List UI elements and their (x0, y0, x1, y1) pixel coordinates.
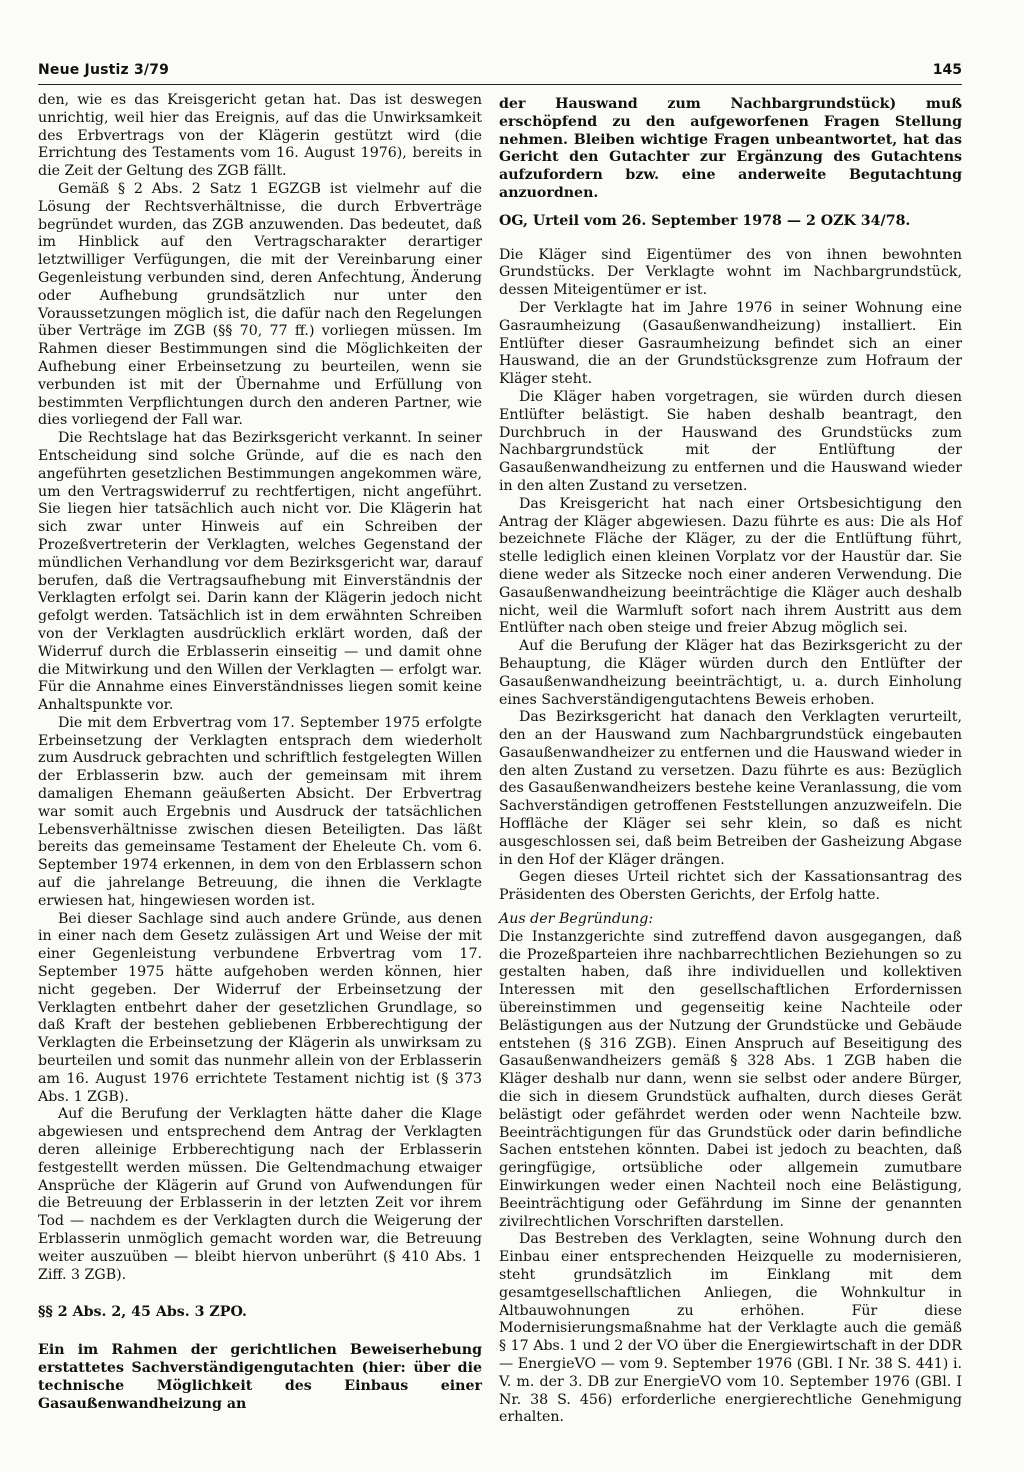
page-number: 145 (932, 62, 962, 78)
paragraph: Die Kläger sind Eigentümer des von ihnen bewohnten Grundstücks. Der Verklagte wohnt im Nachbargrundstück, dessen Miteigentümer er ist. (499, 246, 962, 299)
paragraph: Das Bezirksgericht hat danach den Verklagten verurteilt, den an der Hauswand zum Nachbargrundstück eingebauten Gasaußenwandheizer zu entfernen und die Hauswand wieder in den alten Zustand zu versetzen. Dazu führte es aus: Bezüglich des Gasaußenwandheizers bestehe keine Veranlassung, die vom Sachverständigen getroffenen Feststellungen anzuzweifeln. Die Hoffläche der Kläger sei sehr klein, so daß es nicht ausgeschlossen sei, daß beim Betreiben der Gasheizung Abgase in den Hof der Kläger drängen. (499, 709, 962, 868)
right-column (499, 96, 962, 1427)
header-rule (38, 84, 962, 85)
paragraph: Bei dieser Sachlage sind auch andere Gründe, aus denen in einer nach dem Gesetz zulässigen Art und Weise der mit einer Gegenleistung verbundene Erbvertrag vom 17. September 1975 hätte aufgehoben werden können, hier nicht gegeben. Der Widerruf der Erbeinsetzung der Verklagten entbehrt daher der gesetzlichen Grundlage, so daß Kraft der bestehen gebliebenen Erbberechtigung der Verklagten die Erbeinsetzung der Klägerin als unwirksam zu beurteilen und somit das nunmehr allein von der Erblasserin am 16. August 1976 errichtete Testament nichtig ist (§ 373 Abs. 1 ZGB). (38, 910, 482, 1105)
paragraph: Auf die Berufung der Kläger hat das Bezirksgericht zu der Behauptung, die Kläger würden durch den Entlüfter der Gasaußenwandheizung beeinträchtigt, u. a. durch Einholung eines Sachverständigengutachtens Beweis erhoben. (499, 638, 962, 708)
section-reference: §§ 2 Abs. 2, 45 Abs. 3 ZPO. (38, 1304, 247, 1321)
paragraph: den, wie es das Kreisgericht getan hat. Das ist deswegen unrichtig, weil hier das Ereignis, auf das die Unwirksamkeit des Erbvertrags von der Klägerin gestützt wird (die Errichtung des Testaments vom 16. August 1976), bereits in die Zeit der Geltung des ZGB fällt. (38, 92, 482, 180)
reasons-heading: Aus der Begründung: (499, 911, 654, 928)
journal-title: Neue Justiz 3/79 (38, 62, 170, 78)
paragraph: Das Bestreben des Verklagten, seine Wohnung durch den Einbau einer entsprechenden Heizquelle zu modernisieren, steht grundsätzlich im Einklang mit dem gesamtgesellschaftlichen Anliegen, die Wohnkultur in Altbauwohnungen zu erhöhen. Für diese Modernisierungsmaßnahme hat der Verklagte auch die gemäß § 17 Abs. 1 und 2 der VO über die Energiewirtschaft in der DDR — EnergieVO — vom 9. September 1976 (GBl. I Nr. 38 S. 441) i. V. m. der 3. DB zur EnergieVO vom 10. September 1976 (GBl. I Nr. 38 S. 456) erforderliche energierechtliche Genehmigung erhalten. (499, 1231, 962, 1426)
paragraph: Der Verklagte hat im Jahre 1976 in seiner Wohnung eine Gasraumheizung (Gasaußenwandheizung) installiert. Ein Entlüfter dieser Gasraumheizung befindet sich an einer Hauswand, die an der Grundstücksgrenze zum Hofraum der Kläger steht. (499, 299, 962, 388)
paragraph: Das Kreisgericht hat nach einer Ortsbesichtigung den Antrag der Kläger abgewiesen. Dazu führte es aus: Die als Hof bezeichnete Fläche der Kläger, zu der die Entlüftung führt, stelle lediglich einen kleinen Vorplatz vor der Haustür dar. Sie diene weder als Sitzecke noch einer anderen Verwendung. Die Gasaußenwandheizung beeinträchtige die Kläger auch deshalb nicht, weil die Warmluft sofort nach ihrem Austritt aus dem Entlüfter nach oben steige und freier Abzug möglich sei. (499, 495, 962, 637)
court-citation: OG, Urteil vom 26. September 1978 — 2 OZK 34/78. (499, 212, 911, 229)
headnote-continued: der Hauswand zum Nachbargrundstück) muß erschöpfend zu den aufgeworfenen Fragen Stellung nehmen. Bleiben wichtige Fragen unbeantwortet, hat das Gericht den Gutachter zur Ergänzung des Gutachtens aufzufordern bzw. eine anderweite Begutachtung anzuordnen. (499, 96, 962, 201)
paragraph: Die Rechtslage hat das Bezirksgericht verkannt. In seiner Entscheidung sind solche Gründe, auf die es nach den angeführten gesetzlichen Bestimmungen angekommen wäre, um den Vertragswiderruf zu rechtfertigen, nicht angeführt. Sie liegen hier tatsächlich auch nicht vor. Die Klägerin hat sich zwar unter Hinweis auf ein Schreiben der Prozeßvertreterin der Verklagten, welches Gegenstand der mündlichen Verhandlung vor dem Bezirksgericht war, darauf berufen, daß die Vertragsaufhebung mit Einverständnis der Verklagten erfolgt sei. Darin kann der Klägerin jedoch nicht gefolgt werden. Tatsächlich ist in dem erwähnten Schreiben von der Verklagten ausdrücklich erklärt worden, daß der Widerruf durch die Erblasserin einseitig — und damit ohne die Mitwirkung und den Willen der Verklagten — erfolgt war. Für die Annahme eines Einverständnisses liegen somit keine Anhaltspunkte vor. (38, 430, 482, 714)
paragraph: Die Kläger haben vorgetragen, sie würden durch diesen Entlüfter belästigt. Sie haben deshalb beantragt, den Durchbruch in der Hauswand des Grundstücks zum Nachbargrundstück mit der Entlüftung der Gasaußenwandheizung zu entfernen und die Hauswand wieder in den alten Zustand zu versetzen. (499, 388, 962, 494)
paragraph: Gemäß § 2 Abs. 2 Satz 1 EGZGB ist vielmehr auf die Lösung der Rechtsverhältnisse, die durch Erbverträge begründet wurden, das ZGB anzuwenden. Das bedeutet, daß im Hinblick auf den Vertragscharakter derartiger letztwilliger Verfügungen, die mit der Vereinbarung einer Gegenleistung verbunden sind, deren Anfechtung, Änderung oder Aufhebung grundsätzlich nur unter den Voraussetzungen möglich ist, die dafür nach den Regelungen über Verträge im ZGB (§§ 70, 77 ff.) vorliegen müssen. Im Rahmen dieser Bestimmungen sind die Möglichkeiten der Aufhebung einer Erbeinsetzung zu beurteilen, wenn sie verbunden ist mit der Übernahme und Erfüllung von bestimmten Verpflichtungen durch den anderen Partner, wie dies vorliegend der Fall war. (38, 180, 482, 429)
paragraph: Auf die Berufung der Verklagten hätte daher die Klage abgewiesen und entsprechend dem Antrag der Verklagten deren alleinige Erbberechtigung nach der Erblasserin festgestellt werden müssen. Die Geltendmachung etwaiger Ansprüche der Klägerin auf Grund von Aufwendungen für die Betreuung der Erblasserin in der letzten Zeit vor ihrem Tod — nachdem es der Verklagten durch die Weigerung der Erblasserin unmöglich gemacht worden war, die Betreuung weiter auszuüben — bleibt hiervon unberührt (§ 410 Abs. 1 Ziff. 3 ZGB). (38, 1106, 482, 1283)
headnote: Ein im Rahmen der gerichtlichen Beweiserhebung erstattetes Sachverständigengutachten (hier: über die technische Möglichkeit des Einbaus einer Gasaußenwandheizung an (38, 1342, 482, 1412)
page-header (38, 62, 962, 84)
paragraph: Die Instanzgerichte sind zutreffend davon ausgegangen, daß die Prozeßparteien ihre nachbarrechtlichen Beziehungen so zu gestalten haben, daß ihre individuellen und kollektiven Interessen mit den gesellschaftlichen Erfordernissen übereinstimmen und gegenseitig keine Nachteile oder Belästigungen aus der Nutzung der Grundstücke und Gebäude entstehen (§ 316 ZGB). Einen Anspruch auf Beseitigung des Gasaußenwandheizers gemäß § 328 Abs. 1 ZGB haben die Kläger deshalb nur dann, wenn sie selbst oder andere Bürger, die sich in diesem Grundstück aufhalten, durch dieses Gerät belästigt oder gefährdet werden oder wenn Nachteile bzw. Beeinträchtigungen für das Grundstück oder darin befindliche Sachen entstehen könnten. Dabei ist jedoch zu beachten, daß geringfügige, ortsübliche oder allgemein zumutbare Einwirkungen weder einen Nachteil noch eine Belästigung, Beeinträchtigung oder Gefährdung im Sinne der genannten zivilrechtlichen Vorschriften darstellen. (499, 928, 962, 1230)
paragraph: Gegen dieses Urteil richtet sich der Kassationsantrag des Präsidenten des Obersten Gerichts, der Erfolg hatte. (499, 869, 962, 904)
paragraph: Die mit dem Erbvertrag vom 17. September 1975 erfolgte Erbeinsetzung der Verklagten entsprach dem wiederholt zum Ausdruck gebrachten und schriftlich festgelegten Willen der Erblasserin bzw. auch der gemeinsam mit ihrem damaligen Ehemann geäußerten Absicht. Der Erbvertrag war somit auch Ergebnis und Ausdruck der tatsächlichen Lebensverhältnisse zwischen diesen Beteiligten. Das läßt bereits das gemeinsame Testament der Eheleute Ch. vom 6. September 1974 erkennen, in dem von den Erblassern schon auf die jahrelange Betreuung, die ihnen die Verklagte erwiesen hat, hingewiesen worden ist. (38, 714, 482, 909)
left-column (38, 92, 482, 1413)
